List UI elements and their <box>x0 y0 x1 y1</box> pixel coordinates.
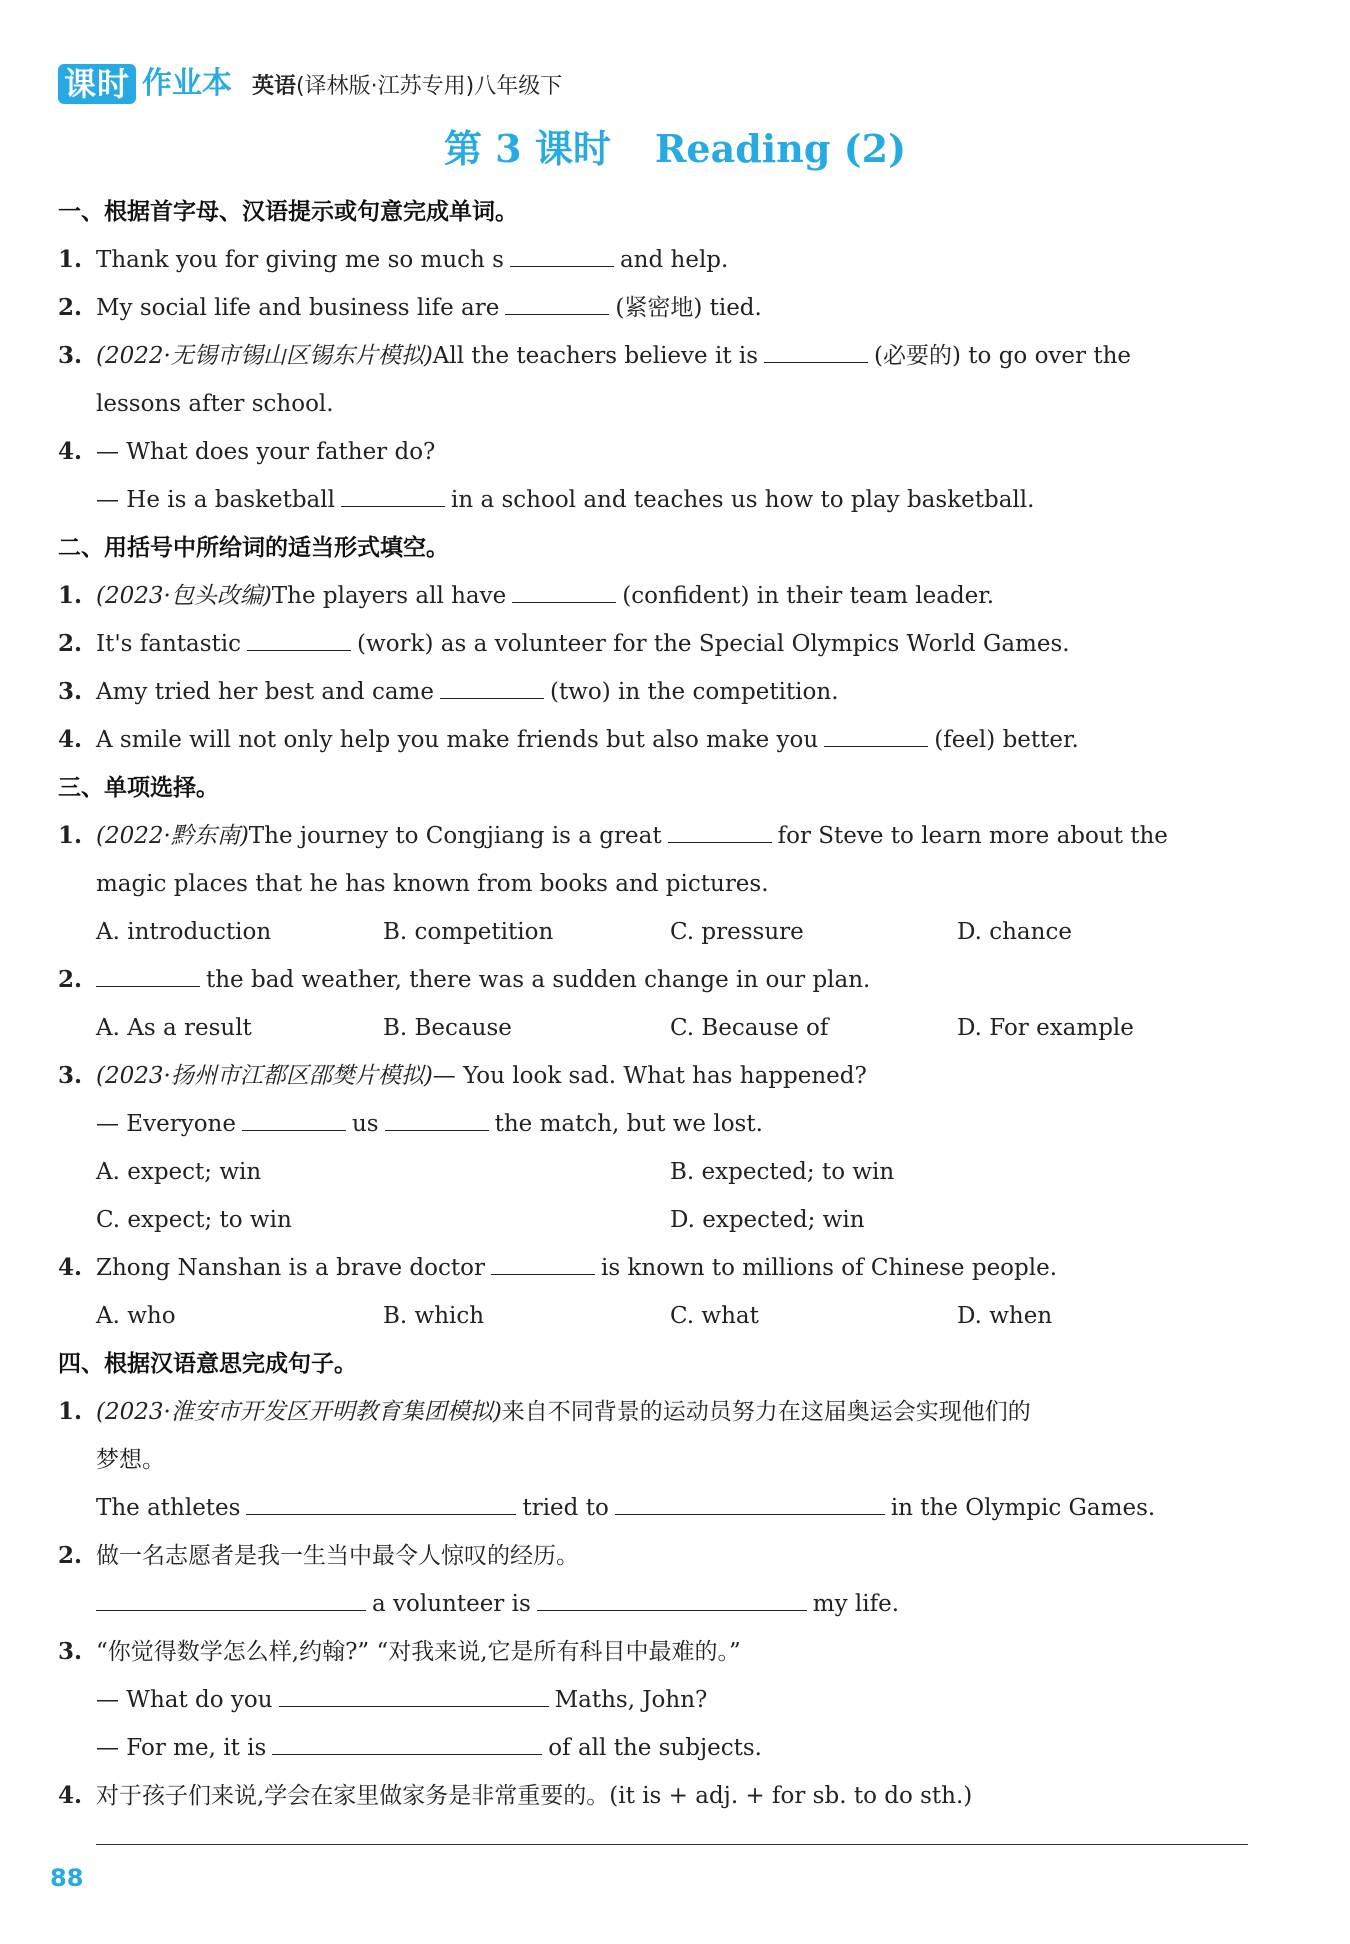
lesson-title <box>0 118 1350 173</box>
question-number: 1. <box>58 822 83 849</box>
question-continuation: 梦想。 <box>96 1447 165 1473</box>
answer-blank[interactable] <box>247 624 351 651</box>
question-text: (feel) better. <box>934 727 1079 753</box>
dialogue-line <box>58 476 1258 524</box>
option-b[interactable]: B. which <box>383 1303 485 1329</box>
page-header <box>58 62 562 106</box>
answer-blank[interactable] <box>279 1680 549 1707</box>
answer-blank[interactable] <box>385 1104 489 1131</box>
exercise-content <box>58 188 1258 1820</box>
options-row <box>58 1196 1258 1244</box>
question-text: in the Olympic Games. <box>890 1495 1156 1521</box>
answer-blank[interactable] <box>510 240 614 267</box>
question-number: 1. <box>58 1398 83 1425</box>
question-text: 做一名志愿者是我一生当中最令人惊叹的经历。 <box>96 1543 579 1569</box>
option-b[interactable]: B. Because <box>383 1015 512 1041</box>
question-text: It's fantastic <box>96 631 242 657</box>
s1-question-1 <box>58 236 1258 284</box>
option-a[interactable]: A. As a result <box>96 1015 252 1041</box>
question-text: (confident) in their team leader. <box>622 583 995 609</box>
question-text: Thank you for giving me so much s <box>96 247 504 273</box>
s4-question-3 <box>58 1628 1258 1676</box>
option-a[interactable]: A. who <box>96 1303 176 1329</box>
book-subject <box>252 69 562 100</box>
question-number: 1. <box>58 582 83 609</box>
question-text: All the teachers believe it is <box>432 343 759 369</box>
question-text: — Everyone <box>96 1111 236 1137</box>
question-text: the match, but we lost. <box>494 1111 763 1137</box>
question-number: 1. <box>58 246 83 273</box>
answer-blank[interactable] <box>96 960 200 987</box>
question-text: Zhong Nanshan is a brave doctor <box>96 1255 485 1281</box>
option-b[interactable]: B. competition <box>383 919 554 945</box>
question-text: My social life and business life are <box>96 295 500 321</box>
answer-blank[interactable] <box>537 1584 807 1611</box>
question-text: a volunteer is <box>372 1591 531 1617</box>
question-text: — For me, it is <box>96 1735 267 1761</box>
answer-blank[interactable] <box>824 720 928 747</box>
s2-question-2 <box>58 620 1258 668</box>
question-number: 3. <box>58 678 83 705</box>
answer-blank[interactable] <box>96 1584 366 1611</box>
answer-blank[interactable] <box>615 1488 885 1515</box>
s1-question-3 <box>58 332 1258 380</box>
question-text: in a school and teaches us how to play basketball. <box>450 487 1035 513</box>
question-text: The athletes <box>96 1495 241 1521</box>
question-source: (2023·包头改编) <box>96 583 272 609</box>
question-text: The journey to Congjiang is a great <box>248 823 662 849</box>
question-text: my life. <box>812 1591 900 1617</box>
option-d[interactable]: D. For example <box>957 1015 1134 1041</box>
subject-edition: (译林版·江苏专用)八年级下 <box>296 73 563 99</box>
question-text: 对于孩子们来说,学会在家里做家务是非常重要的。(it is + adj. + for sb. to do sth.) <box>96 1783 973 1809</box>
answer-blank[interactable] <box>272 1728 542 1755</box>
logo-main-text: 课时 <box>58 64 136 104</box>
section-1-title: 一、根据首字母、汉语提示或句意完成单词。 <box>58 199 518 225</box>
question-text: (必要的) to go over the <box>874 343 1131 369</box>
option-a[interactable]: A. expect; win <box>96 1159 262 1185</box>
option-c[interactable]: C. pressure <box>670 919 804 945</box>
question-text: and help. <box>619 247 729 273</box>
question-number: 3. <box>58 1638 83 1665</box>
question-number: 3. <box>58 1062 83 1089</box>
answer-blank[interactable] <box>491 1248 595 1275</box>
question-text: “你觉得数学怎么样,约翰?” “对我来说,它是所有科目中最难的。” <box>96 1639 741 1665</box>
s4-question-4 <box>58 1772 1258 1820</box>
question-number: 2. <box>58 630 83 657</box>
options-row <box>58 1292 1258 1340</box>
option-d[interactable]: D. expected; win <box>670 1207 865 1233</box>
answer-blank[interactable] <box>242 1104 346 1131</box>
question-text: — He is a basketball <box>96 487 335 513</box>
question-text: Maths, John? <box>554 1687 708 1713</box>
answer-blank[interactable] <box>341 480 445 507</box>
answer-line <box>58 1724 1258 1772</box>
question-number: 4. <box>58 438 83 465</box>
question-source: (2022·无锡市锡山区锡东片模拟) <box>96 343 433 369</box>
answer-blank[interactable] <box>764 336 868 363</box>
options-row <box>58 1148 1258 1196</box>
question-number: 3. <box>58 342 83 369</box>
option-c[interactable]: C. what <box>670 1303 759 1329</box>
question-text: 来自不同背景的运动员努力在这届奥运会实现他们的 <box>501 1399 1031 1425</box>
answer-line <box>58 1676 1258 1724</box>
brand-logo <box>58 64 232 104</box>
lesson-number: 第 3 课时 <box>443 126 611 171</box>
question-text: (two) in the competition. <box>549 679 839 705</box>
question-text: — What do you <box>96 1687 273 1713</box>
question-number: 2. <box>58 966 83 993</box>
options-row <box>58 1004 1258 1052</box>
page-number: 88 <box>50 1864 84 1892</box>
question-source: (2022·黔东南) <box>96 823 249 849</box>
dialogue-line <box>58 1100 1258 1148</box>
option-d[interactable]: D. when <box>957 1303 1053 1329</box>
question-continuation: lessons after school. <box>96 391 334 417</box>
s3-question-1 <box>58 812 1258 860</box>
question-source: (2023·扬州市江都区邵樊片模拟) <box>96 1063 433 1089</box>
s1-question-2 <box>58 284 1258 332</box>
s4-question-2 <box>58 1532 1258 1580</box>
question-text: (work) as a volunteer for the Special Olympics World Games. <box>357 631 1070 657</box>
question-text: us <box>351 1111 379 1137</box>
question-number: 2. <box>58 294 83 321</box>
question-number: 4. <box>58 1254 83 1281</box>
question-text: the bad weather, there was a sudden change in our plan. <box>206 967 871 993</box>
subject-name: 英语 <box>252 73 297 99</box>
lesson-name: Reading (2) <box>654 126 907 171</box>
question-text: for Steve to learn more about the <box>777 823 1168 849</box>
question-text: — You look sad. What has happened? <box>432 1063 867 1089</box>
section-2-title: 二、用括号中所给词的适当形式填空。 <box>58 535 449 561</box>
s3-question-4 <box>58 1244 1258 1292</box>
answer-blank[interactable] <box>246 1488 516 1515</box>
answer-line <box>58 1580 1258 1628</box>
option-d[interactable]: D. chance <box>957 919 1072 945</box>
option-c[interactable]: C. Because of <box>670 1015 829 1041</box>
answer-blank[interactable] <box>440 672 544 699</box>
section-3-title: 三、单项选择。 <box>58 775 219 801</box>
option-b[interactable]: B. expected; to win <box>670 1159 895 1185</box>
question-text: — What does your father do? <box>96 439 436 465</box>
question-text: (紧密地) tied. <box>615 295 762 321</box>
question-text: tried to <box>522 1495 609 1521</box>
question-source: (2023·淮安市开发区开明教育集团模拟) <box>96 1399 502 1425</box>
question-text: A smile will not only help you make friends but also make you <box>96 727 819 753</box>
answer-blank[interactable] <box>505 288 609 315</box>
question-text: Amy tried her best and came <box>96 679 434 705</box>
question-number: 4. <box>58 1782 83 1809</box>
answer-blank[interactable] <box>512 576 616 603</box>
section-4-title: 四、根据汉语意思完成句子。 <box>58 1351 357 1377</box>
s2-question-1 <box>58 572 1258 620</box>
s3-question-2 <box>58 956 1258 1004</box>
writing-line[interactable] <box>96 1844 1248 1845</box>
answer-blank[interactable] <box>668 816 772 843</box>
s2-question-3 <box>58 668 1258 716</box>
question-number: 2. <box>58 1542 83 1569</box>
option-a[interactable]: A. introduction <box>96 919 272 945</box>
logo-sub-text: 作业本 <box>142 66 233 101</box>
question-number: 4. <box>58 726 83 753</box>
s2-question-4 <box>58 716 1258 764</box>
s4-question-1 <box>58 1388 1258 1436</box>
question-text: The players all have <box>271 583 507 609</box>
question-text: is known to millions of Chinese people. <box>600 1255 1058 1281</box>
option-c[interactable]: C. expect; to win <box>96 1207 292 1233</box>
answer-line <box>58 1484 1258 1532</box>
question-continuation: magic places that he has known from books and pictures. <box>96 871 769 897</box>
question-text: of all the subjects. <box>548 1735 762 1761</box>
s1-question-4 <box>58 428 1258 476</box>
s3-question-3 <box>58 1052 1258 1100</box>
options-row <box>58 908 1258 956</box>
